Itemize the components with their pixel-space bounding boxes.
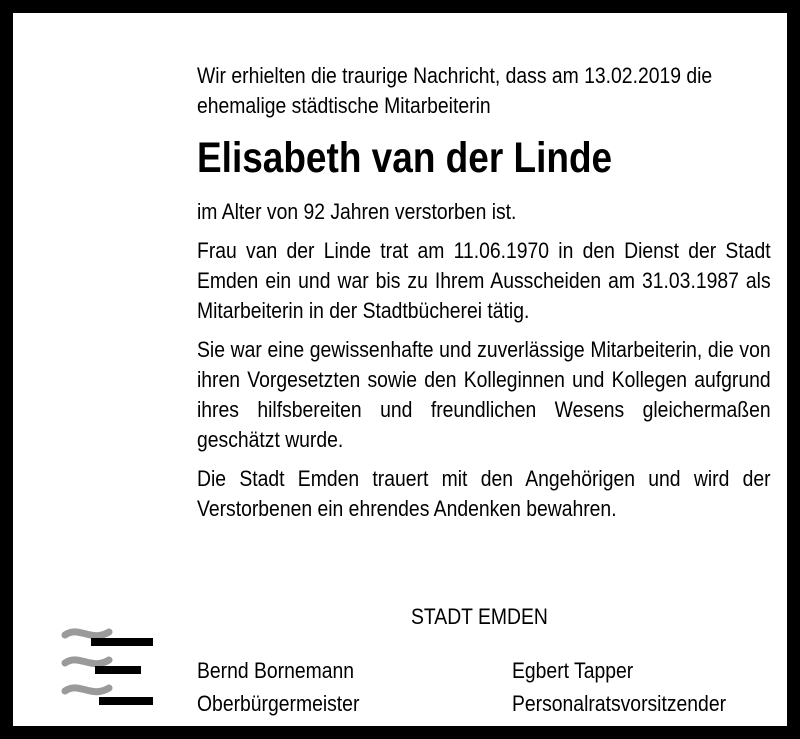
organization-name: STADT EMDEN <box>411 604 548 629</box>
age-line: im Alter von 92 Jahren verstorben ist. <box>197 199 517 224</box>
signatory-name: Bernd Bornemann <box>197 658 355 683</box>
logo-bars <box>91 638 153 705</box>
tribute-text: Sie war eine gewissenhafte und zuverlässige Mitarbeiterin, die von ihren Vorgesetzten sowie den Kolleginnen und Kollegen aufgrund ihres hilfsbereiten und freundlichen Wesens gleichermaßen geschätzt wurde. <box>197 337 771 452</box>
career-text: Frau van der Linde trat am 11.06.1970 in den Dienst der Stadt Emden ein und war bis zu Ihrem Ausscheiden am 31.03.1987 als Mitarbeiterin in der Stadtbücherei tätig. <box>197 238 771 323</box>
deceased-name: Elisabeth van der Linde <box>197 134 613 182</box>
mourning-text: Die Stadt Emden trauert mit den Angehörigen und wird der Verstorbenen ein ehrendes Andenken bewahren. <box>197 466 771 521</box>
signatory-staff-council <box>512 654 726 720</box>
signatory-title: Personalratsvorsitzender <box>512 691 727 716</box>
signatory-mayor <box>197 654 359 720</box>
intro-text: Wir erhielten die traurige Nachricht, dass am 13.02.2019 die ehemalige städtische Mitarbeiterin <box>197 63 713 118</box>
stadt-emden-logo-icon <box>59 623 155 713</box>
notice-body <box>197 61 771 524</box>
signatory-name: Egbert Tapper <box>512 658 634 683</box>
signatory-title: Oberbürgermeister <box>197 691 360 716</box>
